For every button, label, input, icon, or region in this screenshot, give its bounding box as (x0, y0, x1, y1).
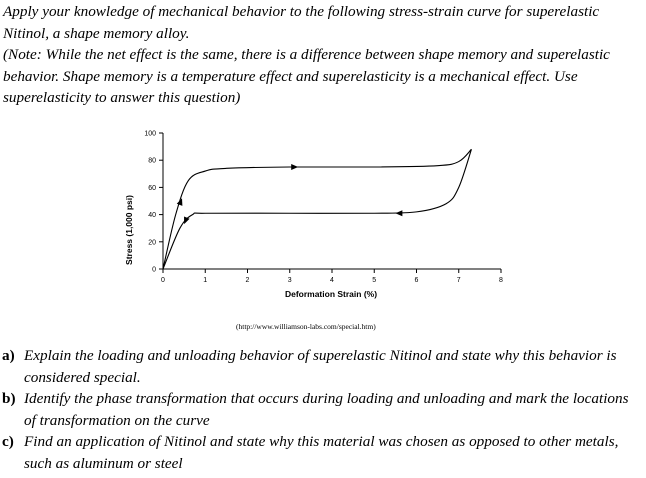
y-tick-label: 40 (148, 212, 156, 220)
y-tick-label: 20 (148, 239, 156, 247)
question-list (2, 345, 642, 474)
question-text: Identify the phase transformation that occurs during loading and unloading and mark the locations of transformation on the curve (24, 390, 629, 429)
y-tick-label: 60 (148, 184, 156, 192)
x-tick-label: 4 (330, 277, 334, 284)
x-tick-label: 2 (245, 277, 250, 284)
x-tick-label: 5 (372, 277, 377, 284)
unloading-arrow (395, 210, 402, 216)
question-text: Explain the loading and unloading behavior of superelastic Nitinol and state why this behavior is considered special. (24, 347, 617, 386)
question-label: c) (2, 433, 14, 450)
question-text: Find an application of Nitinol and state why this material was chosen as opposed to other metals, such as aluminum or steel (24, 433, 619, 472)
question-a (2, 345, 642, 388)
x-axis-label: Deformation Strain (%) (284, 289, 378, 299)
question-label: b) (2, 390, 16, 407)
question-c (2, 431, 642, 474)
intro-line: Apply your knowledge of mechanical behavior to the following stress-strain curve for superelastic Nitinol, a shape memory alloy. (3, 3, 600, 42)
y-axis-label: Stress (1,000 psi) (124, 195, 134, 265)
chart-ticks (144, 131, 503, 285)
y-tick-label: 0 (152, 266, 156, 274)
x-tick-label: 7 (456, 277, 461, 284)
x-tick-label: 3 (287, 277, 292, 284)
question-b (2, 388, 642, 431)
stress-strain-chart (118, 124, 518, 304)
intro-note: (Note: While the net effect is the same, there is a difference between shape memory and superelastic behavior. Shape memory is a temperature effect and superelasticity is a mechanical effect. Use superelasticity to answer this question) (3, 46, 610, 106)
x-tick-label: 8 (499, 277, 503, 284)
y-tick-label: 100 (144, 130, 156, 138)
x-tick-label: 6 (414, 277, 419, 284)
chart-curves (163, 149, 471, 269)
y-tick-label: 80 (148, 157, 156, 165)
intro-text (3, 1, 643, 109)
question-label: a) (2, 347, 15, 364)
x-tick-label: 0 (161, 277, 165, 284)
loading-curve (163, 149, 471, 269)
loading-arrow (291, 164, 298, 170)
x-tick-label: 1 (203, 277, 208, 284)
source-citation: (http://www.williamson-labs.com/special.htm) (236, 322, 376, 331)
